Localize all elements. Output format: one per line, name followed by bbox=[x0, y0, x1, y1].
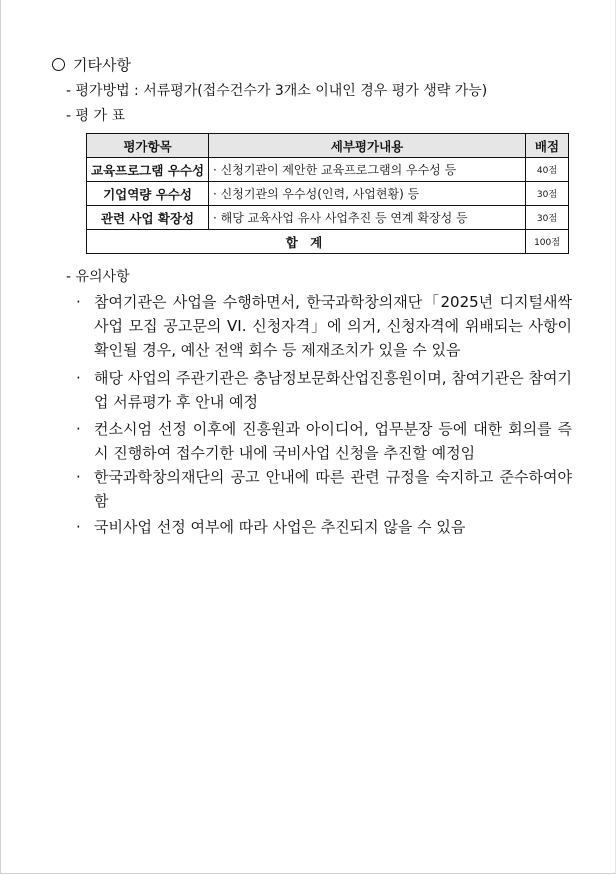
note-bullet: · bbox=[76, 293, 81, 311]
note-item bbox=[76, 515, 572, 539]
total-score: 100점 bbox=[526, 230, 569, 254]
header-score: 배점 bbox=[526, 134, 569, 158]
row-desc: · 신청기관의 우수성(인력, 사업현황) 등 bbox=[209, 182, 526, 206]
table-row bbox=[87, 158, 569, 182]
section-heading-text: 기타사항 bbox=[73, 56, 131, 74]
note-item bbox=[76, 366, 572, 414]
note-text: 국비사업 선정 여부에 따라 사업은 추진되지 않을 수 있음 bbox=[94, 518, 466, 536]
evaluation-table bbox=[86, 133, 569, 254]
table-header-row bbox=[87, 134, 569, 158]
note-bullet: · bbox=[76, 518, 81, 536]
circle-bullet-icon bbox=[52, 58, 65, 71]
row-desc: · 신청기관이 제안한 교육프로그램의 우수성 등 bbox=[209, 158, 526, 182]
evaluation-method-line: - 평가방법 : 서류평가(접수건수가 3개소 이내인 경우 평가 생략 가능) bbox=[66, 83, 488, 99]
row-score: 30점 bbox=[526, 182, 569, 206]
table-total-row bbox=[87, 230, 569, 254]
row-item: 기업역량 우수성 bbox=[87, 182, 209, 206]
note-bullet: · bbox=[76, 468, 81, 486]
row-score: 30점 bbox=[526, 206, 569, 230]
note-text: 해당 사업의 주관기관은 충남정보문화산업진흥원이며, 참여기관은 참여기업 서류평가 후 안내 예정 bbox=[94, 369, 572, 411]
header-detail: 세부평가내용 bbox=[209, 134, 526, 158]
notes-title: - 유의사항 bbox=[66, 269, 130, 285]
note-text: 참여기관은 사업을 수행하면서, 한국과학창의재단「2025년 디지털새싹 사업 모집 공고문의 VI. 신청자격」에 의거, 신청자격에 위배되는 사항이 확인될 경우, 예산 전액 회수 등 제재조치가 있을 수 있음 bbox=[94, 293, 572, 359]
section-heading bbox=[52, 54, 131, 75]
row-score: 40점 bbox=[526, 158, 569, 182]
note-text: 한국과학창의재단의 공고 안내에 따른 관련 규정을 숙지하고 준수하여야 함 bbox=[94, 468, 572, 510]
note-item bbox=[76, 465, 572, 513]
row-item: 관련 사업 확장성 bbox=[87, 206, 209, 230]
evaluation-table-line: - 평 가 표 bbox=[66, 108, 125, 124]
row-desc: · 해당 교육사업 유사 사업추진 등 연계 확장성 등 bbox=[209, 206, 526, 230]
row-item: 교육프로그램 우수성 bbox=[87, 158, 209, 182]
table-row bbox=[87, 206, 569, 230]
note-text: 컨소시엄 선정 이후에 진흥원과 아이디어, 업무분장 등에 대한 회의를 즉시 진행하여 접수기한 내에 국비사업 신청을 추진할 예정임 bbox=[94, 420, 572, 462]
note-bullet: · bbox=[76, 420, 81, 438]
note-bullet: · bbox=[76, 369, 81, 387]
header-item: 평가항목 bbox=[87, 134, 209, 158]
table-row bbox=[87, 182, 569, 206]
note-item bbox=[76, 417, 572, 465]
total-label: 합 계 bbox=[87, 230, 526, 254]
note-item bbox=[76, 290, 572, 362]
